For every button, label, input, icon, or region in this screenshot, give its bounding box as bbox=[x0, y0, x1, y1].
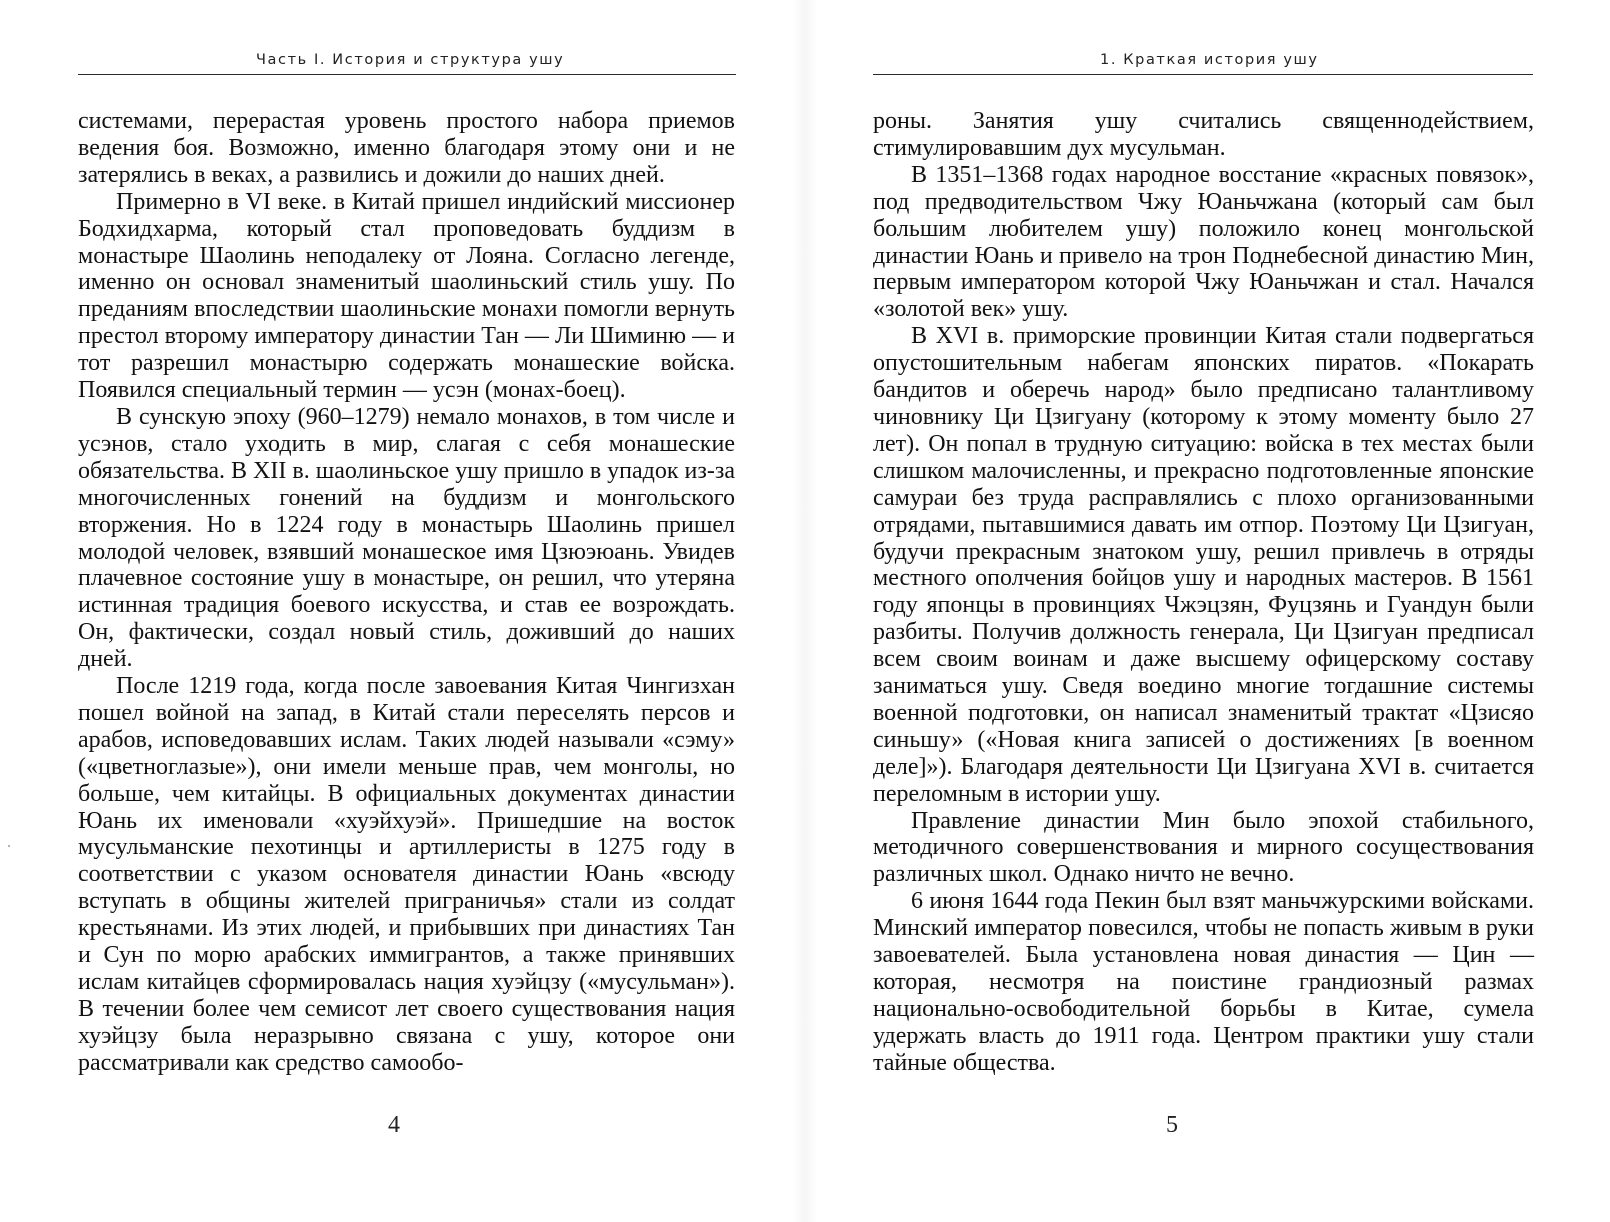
page-number-left: 4 bbox=[388, 1112, 400, 1138]
paragraph: Правление династии Мин было эпохой стабильного, методичного совершенствования и мирного сосуществования различных школ. Однако ничто не вечно. bbox=[873, 807, 1534, 888]
running-head-left: Часть I. История и структура ушу bbox=[256, 52, 565, 68]
running-head-right: 1. Краткая история ушу bbox=[1100, 52, 1319, 68]
paragraph: 6 июня 1644 года Пекин был взят маньчжурскими войсками. Минский император повесился, чтобы не попасть живым в руки завоевателей. Была установлена новая династия — Цин — которая, несмотря на поистине грандиозный размах национально-освободительной борьбы в Китае, сумела удержать власть до 1911 года. Центром практики ушу стали тайные общества. bbox=[873, 888, 1534, 1076]
right-page bbox=[805, 0, 1610, 1222]
paragraph: В 1351–1368 годах народное восстание «красных повязок», под предводительством Чжу Юаньчжана (который сам был большим любителем ушу) положило конец монгольской династии Юань и привело на трон Поднебесной династию Мин, первым императором которой Чжу Юаньчжан и стал. Начался «золотой век» ушу. bbox=[873, 161, 1534, 323]
header-rule-right bbox=[873, 74, 1533, 75]
body-text-left bbox=[78, 108, 735, 1077]
page-number-right: 5 bbox=[1166, 1112, 1178, 1138]
paragraph: системами, перерастая уровень простого набора приемов ведения боя. Возможно, именно благодаря этому они и не затерялись в веках, а развились и дожили до наших дней. bbox=[78, 108, 735, 188]
paragraph: В XVI в. приморские провинции Китая стали подвергаться опустошительным набегам японских пиратов. «Покарать бандитов и оберечь народ» было предписано талантливому чиновнику Ци Цзигуану (которому к этому моменту было 27 лет). Он попал в трудную ситуацию: войска в тех местах были слишком малочисленны, и прекрасно подготовленные японские самураи без труда расправлялись с плохо организованными отрядами, пытавшимися давать им отпор. Поэтому Ци Цзигуан, будучи прекрасным знатоком ушу, решил привлечь в отряды местного ополчения бойцов ушу и народных мастеров. В 1561 году японцы в провинциях Чжэцзян, Фуцзянь и Гуандун были разбиты. Получив должность генерала, Ци Цзигуан предписал всем своим воинам и даже высшему офицерскому составу заниматься ушу. Сведя воедино многие тогдашние системы военной подготовки, он написал знаменитый трактат «Цзисяо синьшу» («Новая книга записей о достижениях [в военном деле]»). Благодаря деятельности Ци Цзигуана XVI в. считается переломным в истории ушу. bbox=[873, 323, 1534, 807]
header-rule-left bbox=[78, 74, 736, 75]
paragraph: роны. Занятия ушу считались священнодействием, стимулировавшим дух мусульман. bbox=[873, 108, 1534, 161]
paragraph: В сунскую эпоху (960–1279) немало монахов, в том числе и усэнов, стало уходить в мир, слагая с себя монашеские обязательства. В XII в. шаолиньское ушу пришло в упадок из-за многочисленных гонений на буддизм и монгольского вторжения. Но в 1224 году в монастырь Шаолинь пришел молодой человек, взявший монашеское имя Цзюэюань. Увидев плачевное состояние ушу в монастыре, он решил, что утеряна истинная традиция боевого искусства, и став ее возрождать. Он, фактически, создал новый стиль, доживший до наших дней. bbox=[78, 403, 735, 673]
paragraph: Примерно в VI веке. в Китай пришел индийский миссионер Бодхидхарма, который стал проповедовать буддизм в монастыре Шаолинь неподалеку от Лояна. Согласно легенде, именно он основал знаменитый шаолиньский стиль ушу. По преданиям впоследствии шаолиньские монахи помогли вернуть престол второму императору династии Тан — Ли Шиминю — и тот разрешил монастырю содержать монашеские войска. Появился специальный термин — усэн (монах-боец). bbox=[78, 188, 735, 404]
paragraph: После 1219 года, когда после завоевания Китая Чингизхан пошел войной на запад, в Китай стали переселять персов и арабов, исповедовавших ислам. Таких людей называли «сэму» («цветноглазые»), они имели меньше прав, чем монголы, но больше, чем китайцы. В официальных документах династии Юань их именовали «хуэйхуэй». Пришедшие на восток мусульманские пехотинцы и артиллеристы в 1275 году в соответствии с указом основателя династии Юань «всюду вступать в общины жителей приграничья» стали из солдат крестьянами. Из этих людей, и прибывших при династиях Тан и Сун по морю арабских иммигрантов, а также принявших ислам китайцев сформировалась нация хуэйцзу («мусульман»). В течении более чем семисот лет своего существования нация хуэйцзу была неразрывно связана с ушу, которое они рассматривали как средство самообо- bbox=[78, 673, 735, 1076]
paper-speck bbox=[8, 845, 10, 847]
body-text-right bbox=[873, 108, 1534, 1077]
